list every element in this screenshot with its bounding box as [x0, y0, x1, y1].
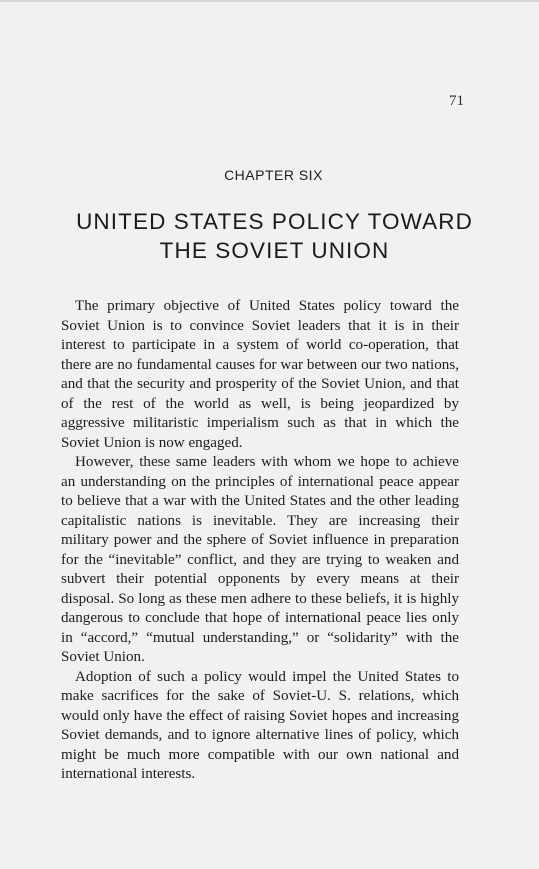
paragraph-1: The primary objective of United States policy toward the Soviet Union is to convince Soviet leaders that it is in their interest to participate in a system of world co-operation, that there are no fundamental causes for war between our two nations, and that the security and prosperity of the Soviet Union, and that of the rest of the world as well, is being jeopardized by aggressive militaristic imperialism such as that in which the Soviet Union is now engaged. — [61, 298, 459, 451]
chapter-title-line-1: UNITED STATES POLICY TOWARD — [76, 209, 473, 234]
chapter-title-line-2: THE SOVIET UNION — [159, 238, 390, 263]
chapter-label: CHAPTER SIX — [224, 167, 323, 183]
chapter-title — [0, 207, 539, 265]
paragraph-2: However, these same leaders with whom we hope to achieve an understanding on the principles of international peace appear to believe that a war with the United States and the other leading capitalistic nations is inevitable. They are increasing their military power and the sphere of Soviet influence in preparation for the “inevitable” conflict, and they are trying to weaken and subvert their potential opponents by every means at their disposal. So long as these men adhere to these beliefs, it is highly dangerous to conclude that hope of international peace lies only in “accord,” “mutual understanding,” or “solidarity” with the Soviet Union. — [61, 454, 459, 665]
paragraph-3: Adoption of such a policy would impel the United States to make sacrifices for the sake of Soviet-U. S. relations, which would only have the effect of raising Soviet hopes and increasing Soviet demands, and to ignore alternative lines of policy, which might be much more compatible with our own national and international interests. — [61, 668, 459, 782]
page-number: 71 — [449, 93, 464, 109]
body-text — [61, 297, 459, 785]
